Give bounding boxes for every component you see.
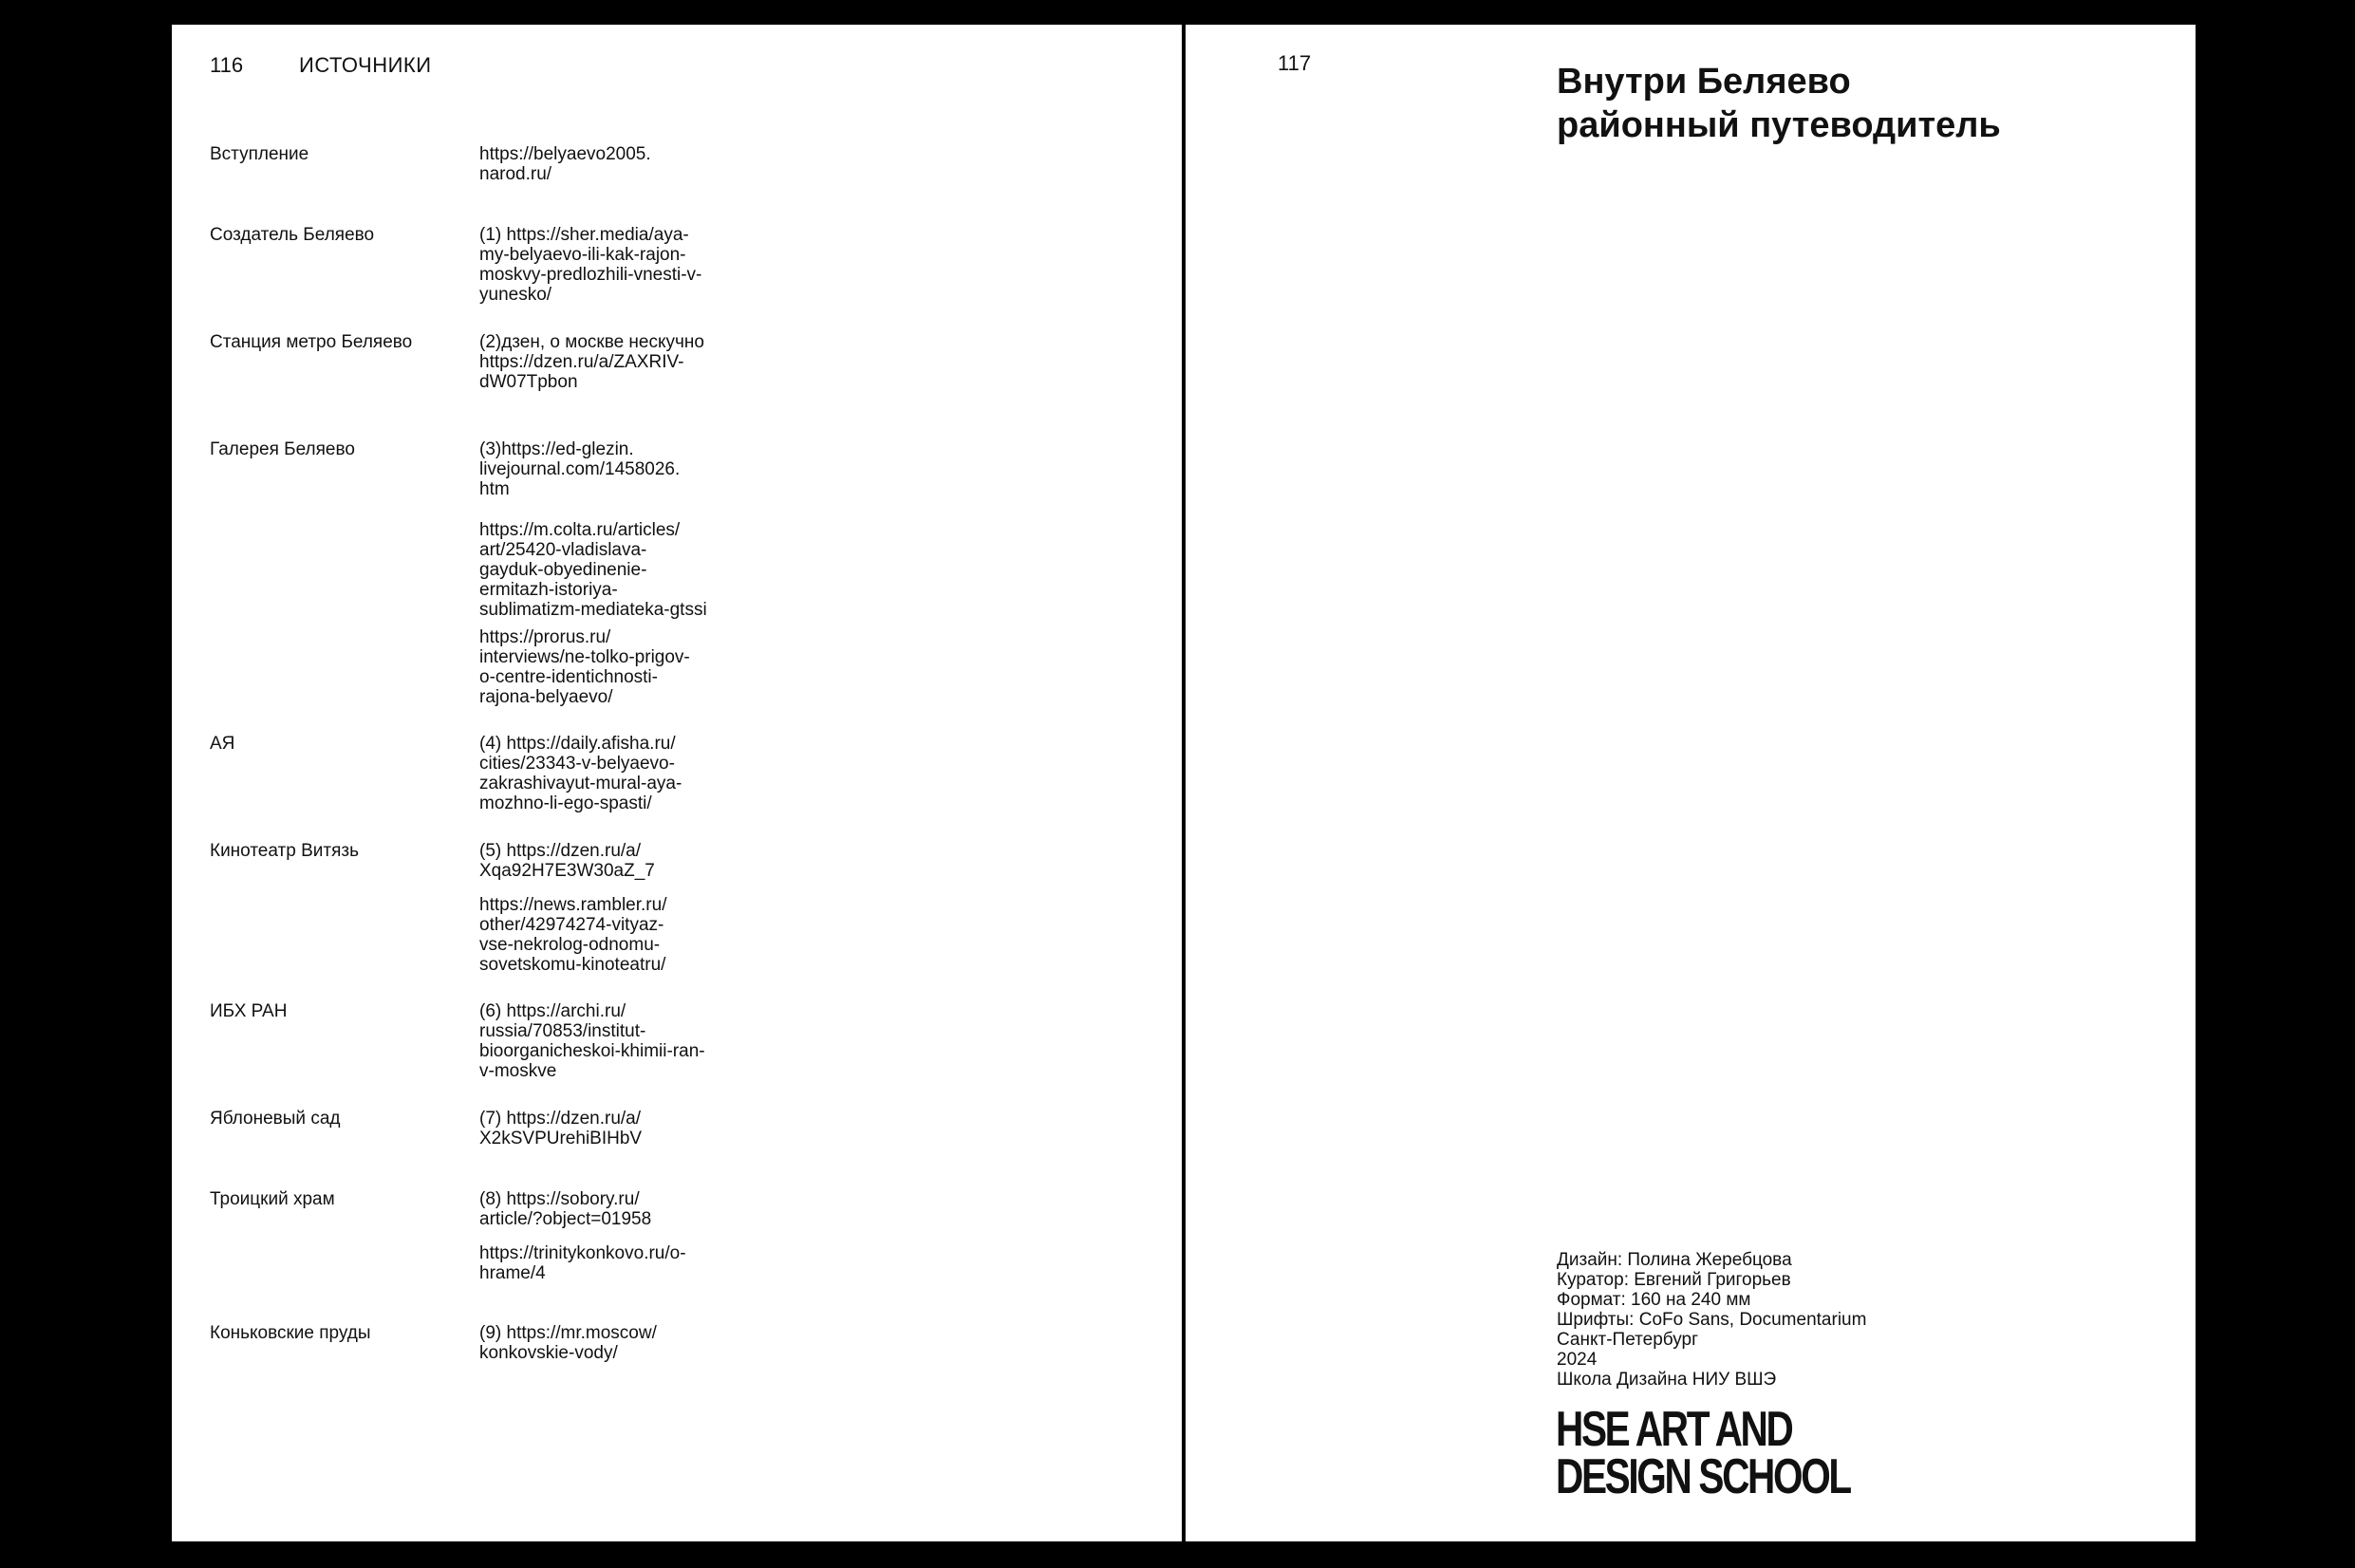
source-link-line: sublimatizm-mediateka-gtssi [479,600,707,620]
source-link-line: htm [479,479,510,499]
source-link-line: rajona-belyaevo/ [479,687,613,707]
source-link-line: https://m.colta.ru/articles/ [479,520,681,540]
colophon-line: Школа Дизайна НИУ ВШЭ [1557,1370,1777,1390]
source-link [479,520,755,620]
source-topic-label: Кинотеатр Витязь [210,841,359,861]
book-subtitle: районный путеводитель [1557,105,2001,145]
source-link [479,1001,755,1081]
source-topic-label: Троицкий храм [210,1189,335,1209]
section-title: ИСТОЧНИКИ [299,53,432,77]
source-link-line: (4) https://daily.afisha.ru/ [479,734,676,754]
source-link-line: hrame/4 [479,1263,546,1283]
colophon-line: Куратор: Евгений Григорьев [1557,1270,1791,1290]
source-link-line: my-belyaevo-ili-kak-rajon- [479,245,686,265]
source-link [479,734,755,813]
source-link [479,1323,755,1363]
source-link [479,144,755,184]
source-topic-label: Коньковские пруды [210,1323,371,1343]
source-link-line: art/25420-vladislava- [479,540,647,560]
right-page [1186,25,2196,1541]
colophon-line: Формат: 160 на 240 мм [1557,1290,1751,1310]
source-link-line: X2kSVPUrehiBIHbV [479,1129,643,1148]
source-link-line: livejournal.com/1458026. [479,459,681,479]
source-link-line: bioorganicheskoi-khimii-ran- [479,1041,705,1061]
source-link-line: https://trinitykonkovo.ru/o- [479,1243,686,1263]
page-number-right: 117 [1278,51,1312,75]
source-link-line: narod.ru/ [479,164,552,184]
source-link-line: article/?object=01958 [479,1209,652,1229]
source-link-line: https://prorus.ru/ [479,627,611,647]
colophon-line: Санкт-Петербург [1557,1330,1699,1350]
source-link [479,1243,755,1283]
page-number-left: 116 [210,53,244,77]
source-link-line: dW07Tpbon [479,372,578,392]
source-link [479,627,755,707]
source-link-line: (1) https://sher.media/aya- [479,225,689,245]
source-topic-label: Галерея Беляево [210,439,355,459]
source-link-line: zakrashivayut-mural-aya- [479,774,682,793]
source-link-line: (6) https://archi.ru/ [479,1001,626,1021]
colophon-line: 2024 [1557,1350,1598,1370]
source-link [479,1189,755,1229]
source-topic-label: АЯ [210,734,235,754]
source-link-line: https://belyaevo2005. [479,144,651,164]
source-topic-label: ИБХ РАН [210,1001,288,1021]
source-topic-label: Создатель Беляево [210,225,375,245]
source-link-line: ermitazh-istoriya- [479,580,618,600]
source-link-line: (9) https://mr.moscow/ [479,1323,657,1343]
colophon [1557,1250,1866,1390]
source-link-line: o-centre-identichnosti- [479,667,658,687]
source-link-line: v-moskve [479,1061,557,1081]
source-link-line: yunesko/ [479,285,552,305]
source-link-line: (2)дзен, о москве нескучно [479,332,704,352]
source-link-line: konkovskie-vody/ [479,1343,618,1363]
source-topic-label: Станция метро Беляево [210,332,413,352]
source-link-line: (3)https://ed-glezin. [479,439,634,459]
source-link [479,225,755,305]
logo-line: DESIGN SCHOOL [1556,1449,1850,1504]
hse-art-and-design-school-logo [1556,1402,1850,1504]
source-topic-label: Яблоневый сад [210,1109,341,1129]
source-link [479,439,755,499]
source-link [479,895,755,975]
colophon-line: Шрифты: CoFo Sans, Documentarium [1557,1310,1867,1330]
source-link [479,1109,755,1148]
source-link-line: sovetskomu-kinoteatru/ [479,955,666,975]
source-link [479,841,755,881]
source-link-line: other/42974274-vityaz- [479,915,664,935]
logo-line: HSE ART AND [1556,1402,1792,1457]
source-link-line: (7) https://dzen.ru/a/ [479,1109,642,1129]
book-title: Внутри Беляево [1557,62,1851,102]
source-link-line: https://news.rambler.ru/ [479,895,667,915]
source-topic-label: Вступление [210,144,309,164]
source-link-line: (5) https://dzen.ru/a/ [479,841,642,861]
left-page [172,25,1182,1541]
source-link-line: moskvy-predlozhili-vnesti-v- [479,265,702,285]
source-link [479,332,755,392]
source-link-line: russia/70853/institut- [479,1021,646,1041]
source-link-line: vse-nekrolog-odnomu- [479,935,661,955]
source-link-line: gayduk-obyedinenie- [479,560,647,580]
source-link-line: cities/23343-v-belyaevo- [479,754,675,774]
source-link-line: mozhno-li-ego-spasti/ [479,793,652,813]
source-link-line: Xqa92H7E3W30aZ_7 [479,861,655,881]
source-link-line: https://dzen.ru/a/ZAXRIV- [479,352,684,372]
source-link-line: (8) https://sobory.ru/ [479,1189,640,1209]
source-link-line: interviews/ne-tolko-prigov- [479,647,690,667]
colophon-line: Дизайн: Полина Жеребцова [1557,1250,1792,1270]
